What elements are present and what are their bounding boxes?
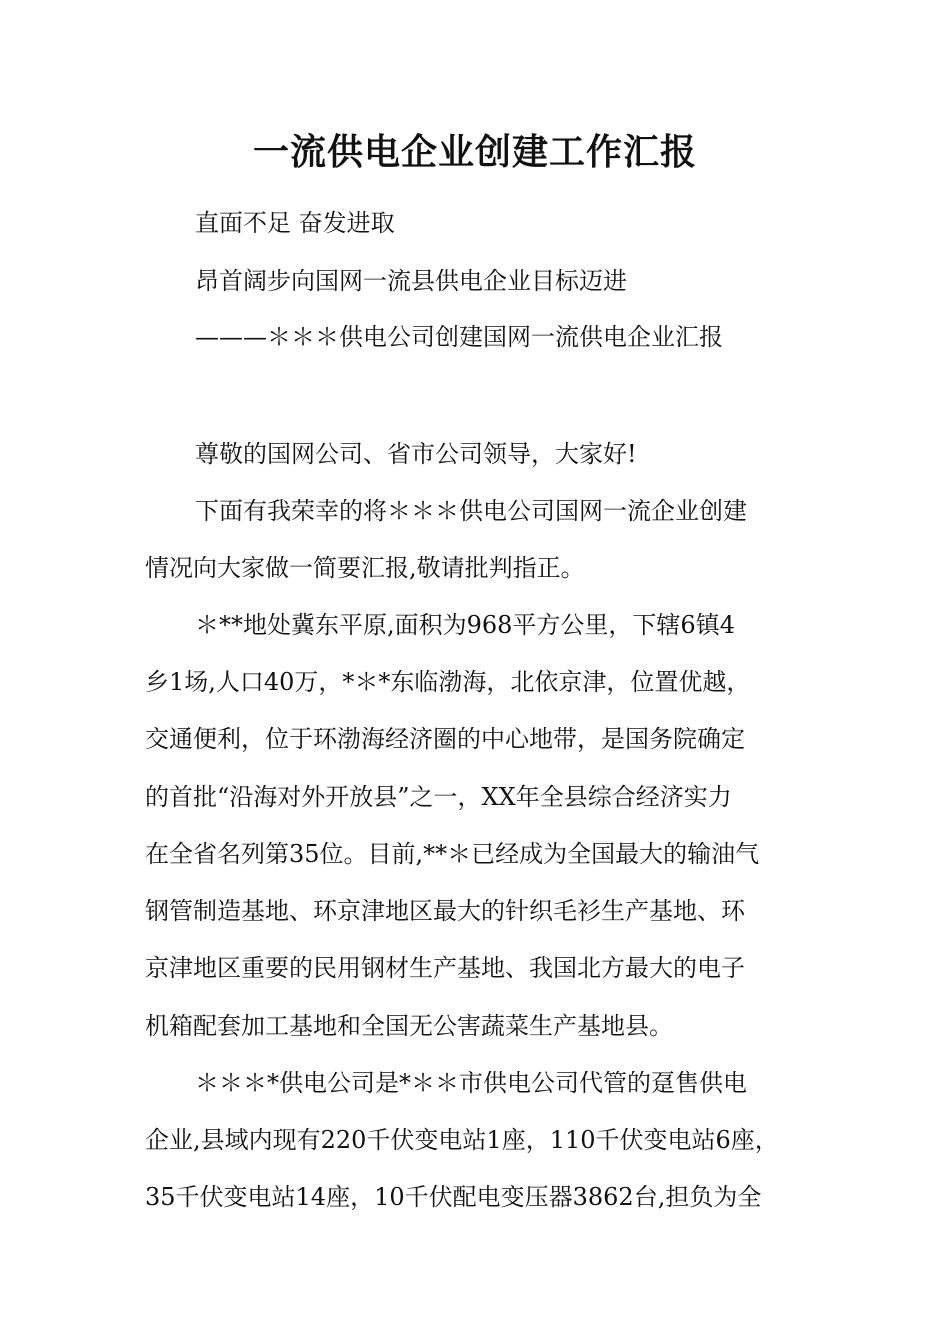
body-line: ＊**地处冀东平原,面积为968平方公里，下辖6镇4 [195,611,735,639]
body-line: 乡1场,人口40万，*＊*东临渤海，北依京津，位置优越， [145,668,751,696]
body-line: ＊＊＊*供电公司是*＊＊市供电公司代管的趸售供电 [195,1069,747,1097]
subtitle-line-2: 昂首阔步向国网一流县供电企业目标迈进 [195,267,627,295]
body-line: 的首批“沿海对外开放县”之一，XX年全县综合经济实力 [145,783,732,811]
greeting-line: 尊敬的国网公司、省市公司领导，大家好! [195,440,637,468]
body-line: 情况向大家做一简要汇报,敬请批判指正。 [145,554,585,582]
body-line: 在全省名列第35位。目前,**＊已经成为全国最大的输油气 [145,840,760,868]
body-line: 企业,县域内现有220千伏变电站1座，110千伏变电站6座， [145,1126,779,1154]
subtitle-line-3: ———＊＊＊供电公司创建国网一流供电企业汇报 [195,323,723,351]
body-line: 京津地区重要的民用钢材生产基地、我国北方最大的电子 [145,954,745,982]
body-line: 下面有我荣幸的将＊＊＊供电公司国网一流企业创建 [195,497,747,525]
body-line: 机箱配套加工基地和全国无公害蔬菜生产基地县。 [145,1012,673,1040]
body-line: 35千伏变电站14座，10千伏配电变压器3862台,担负为全 [145,1183,762,1211]
subtitle-line-1: 直面不足 奋发进取 [195,209,395,237]
document-title: 一流供电企业创建工作汇报 [252,131,697,173]
body-line: 钢管制造基地、环京津地区最大的针织毛衫生产基地、环 [145,897,745,925]
body-line: 交通便利，位于环渤海经济圈的中心地带，是国务院确定 [145,725,745,753]
